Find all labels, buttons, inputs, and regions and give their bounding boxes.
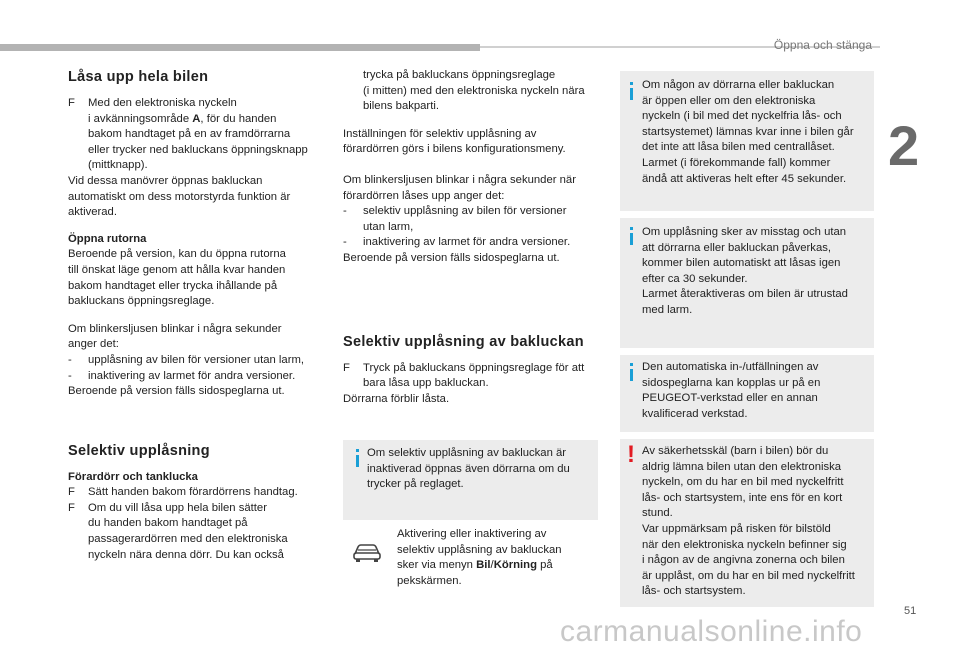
dash-item: - selektiv upplåsning av bilen för versioner utan larm, [343, 205, 567, 233]
warning-icon: ! [627, 441, 635, 468]
info-icon [356, 455, 359, 467]
subheading: Öppna rutorna [68, 232, 147, 245]
info-note-text: Om upplåsning sker av misstag och utan att dörrarna eller bakluckan påverkas, kommer bilen automatiskt att låsas igen efter ca 30 sekunder. Larmet återaktiveras om bilen är utrustad med larm. [642, 226, 848, 316]
bullet-item: F Tryck på bakluckans öppningsreglage för att bara låsa upp bakluckan. [343, 361, 585, 390]
bullet-icon: F [68, 97, 75, 109]
column-2: trycka på bakluckans öppningsreglage (i mitten) med den elektroniska nyckeln nära bilens bakparti. Inställningen för selektiv upplåsning av förardörren görs i bilens konfigurationsmeny. Om blinkersljusen blinkar i några sekunder när förardörren låses upp anger det: - selektiv upplåsning av bilen för versioner utan larm, - inaktivering av larmet för andra versioner. Beroende på version fälls sidospeglarna ut. Selektiv upplåsning av bakluckan F Tryck på bakluckans öppningsreglage för att bara låsa upp bakluckan. Dörrarna förblir låsta. [343, 68, 605, 407]
info-note-text: Om någon av dörrarna eller bakluckan är öppen eller om den elektroniska nyckeln (i bil med det nyckelfria lås- och startsystemet) lämnas kvar inne i bilen går det inte att låsa bilen med centrallåset. Larmet (i förekommande fall) kommer ändå att aktiveras helt efter 45 sekunder. [642, 79, 854, 185]
info-note-text: Om selektiv upplåsning av bakluckan är inaktiverad öppnas även dörrarna om du trycker på reglaget. [367, 447, 570, 491]
warning-note-text: Av säkerhetsskäl (barn i bilen) bör du aldrig lämna bilen utan den elektroniska nyckeln, om du har en bil med nyckelfritt lås- och startsystem, inte ens för en kort stund. Var uppmärksam på risken för bilstöld när den elektroniska nyckeln befinner sig i någon av de angivna zonerna och bilen är upplåst, om du har en bil med nyckelfritt lås- och startsystem. [642, 445, 855, 598]
dash-item: - upplåsning av bilen för versioner utan larm, [68, 353, 305, 366]
bullet-item: F Sätt handen bakom förardörrens handtag. [68, 485, 330, 501]
bullet-item: F Om du vill låsa upp hela bilen sätter du handen bakom handtaget på passagerardörren med den elektroniska nyckeln nära denna dörr. Du kan också [68, 501, 288, 561]
watermark: carmanualsonline.info [560, 615, 863, 648]
section-heading: Selektiv upplåsning av bakluckan [343, 333, 584, 350]
info-note-text: Den automatiska in-/utfällningen av sidospeglarna kan kopplas ur på en PEUGEOT-verkstad eller en annan kvalificerad verkstad. [642, 361, 821, 420]
bullet-icon: F [343, 361, 350, 374]
info-icon [630, 369, 633, 381]
menu-note-text: Aktivering eller inaktivering av selektiv upplåsning av bakluckan sker via menyn Bil/Körning på pekskärmen. [397, 528, 562, 587]
subheading: Förardörr och tanklucka [68, 470, 198, 483]
bullet-icon: F [68, 501, 75, 514]
chapter-title: Öppna och stänga [773, 38, 872, 52]
car-icon [352, 541, 382, 563]
bullet-item: F Med den elektroniska nyckeln i avkänningsområde A, för du handen bakom handtaget på en av framdörrarna eller trycker ned bakluckans öppningsknapp (mittknapp). [68, 97, 308, 172]
page-number: 51 [904, 605, 917, 617]
dash-item: - inaktivering av larmet för andra versioner. [68, 369, 296, 382]
bullet-icon: F [68, 486, 75, 499]
info-icon [630, 233, 633, 245]
info-icon [630, 88, 633, 100]
column-1: Låsa upp hela bilen F Med den elektroniska nyckeln i avkänningsområde A, för du handen bakom handtaget på en av framdörrarna eller trycker ned bakluckans öppningsknapp (mittknapp). Vid dessa manövrer öppnas bakluckan automatiskt om dess motorstyrda funktion är aktiverad. Öppna rutorna Beroende på version, kan du öppna rutorna till önskat läge genom att hålla kvar handen bakom handtaget eller trycka ihållande på bakluckans öppningsreglage. Om blinkersljusen blinkar i några sekunder anger det: - upplåsning av bilen för versioner utan larm, - inaktivering av larmet för andra versioner. Beroende på version fälls sidospeglarna ut. Selektiv upplåsning Förardörr och tanklucka F Sätt handen bakom förardörrens handtag. F Om du vill låsa upp hela bilen sätter du handen bakom handtaget på passagerardörren med den elektroniska nyckeln nära denna dörr. Du kan också [68, 68, 330, 563]
chapter-number: 2 [888, 114, 920, 177]
dash-item: - inaktivering av larmet för andra versioner. [343, 236, 571, 249]
header-bar [0, 44, 480, 51]
section-heading: Låsa upp hela bilen [68, 69, 209, 85]
section-heading: Selektiv upplåsning [68, 442, 210, 459]
